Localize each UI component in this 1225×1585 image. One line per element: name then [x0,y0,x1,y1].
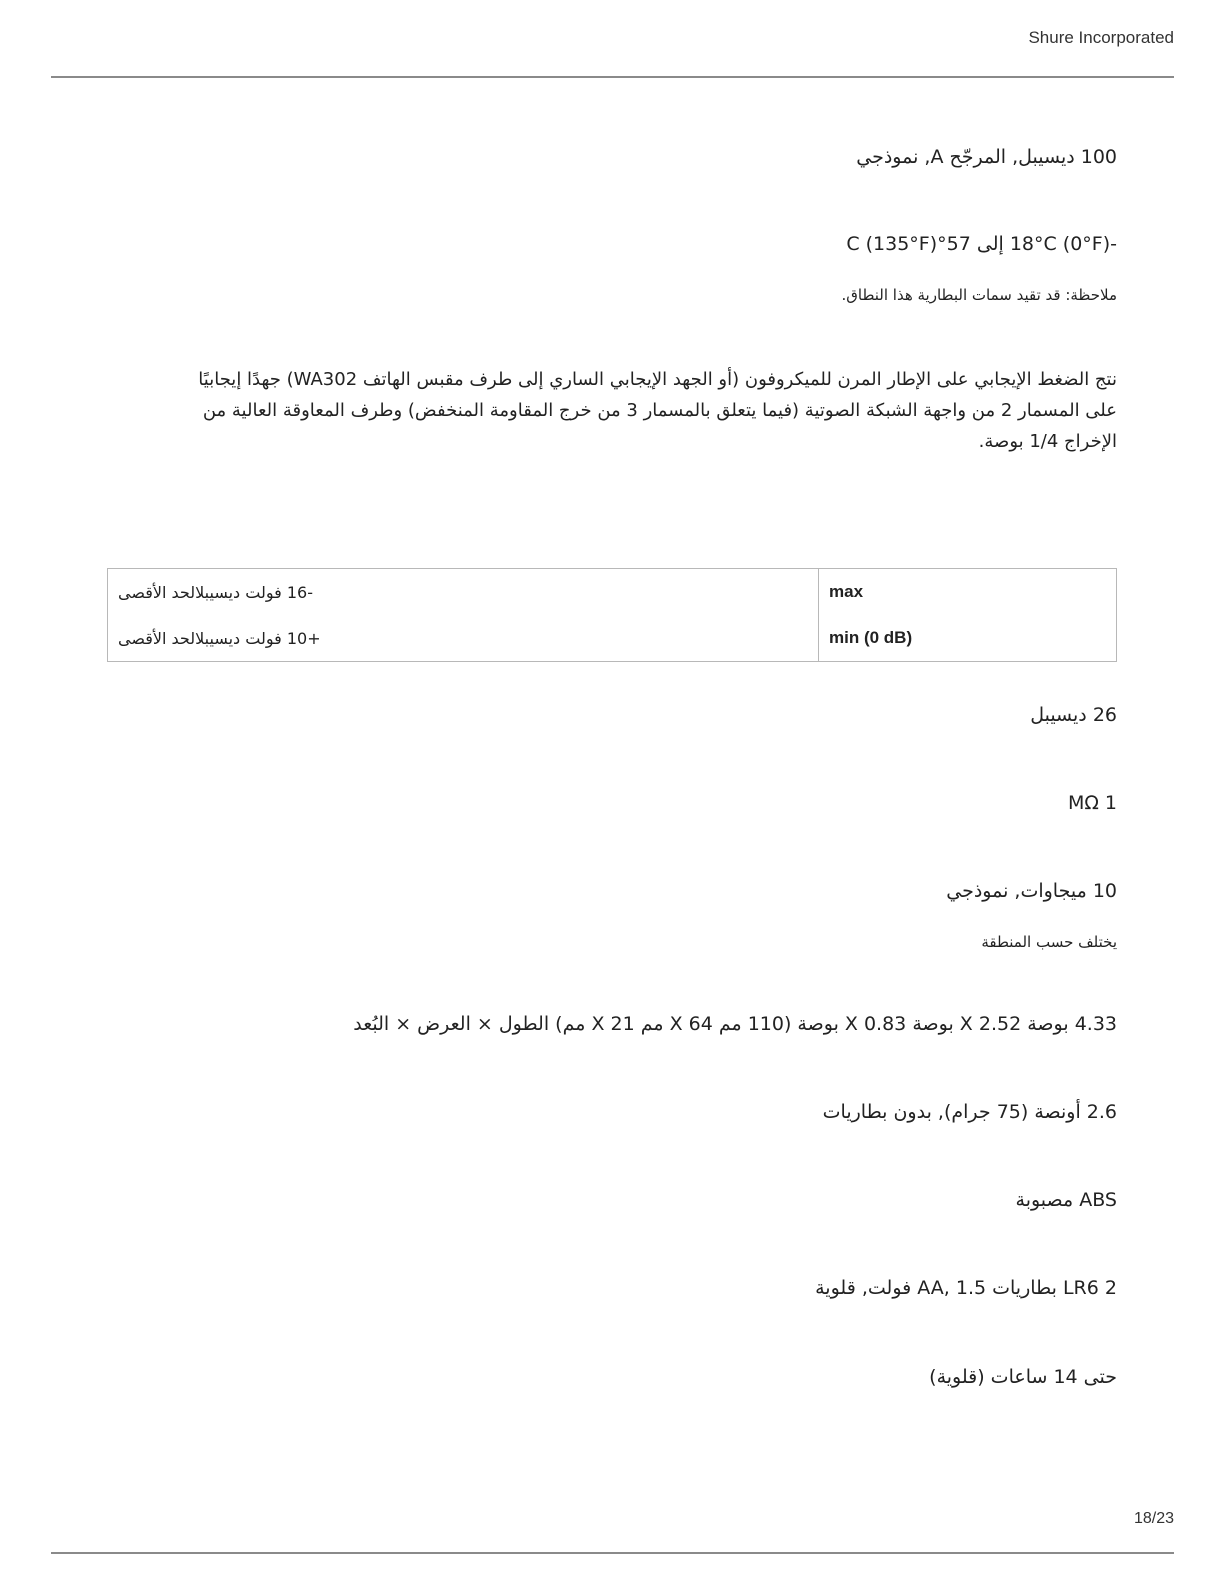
housing-spec: ABS مصبوبة [1015,1189,1117,1211]
gain-table [107,568,1117,662]
temperature-note: ملاحظة: قد تقيد سمات البطارية هذا النطاق. [841,286,1117,304]
gain-min-label: min (0 dB) [829,628,913,647]
header-brand: Shure Incorporated [1028,28,1174,47]
page-number: 18/23 [1133,1510,1174,1527]
noise-level-spec: 100 ديسيبل, المرجّح A, نموذجي [856,146,1117,168]
table-row [108,615,1117,662]
gain-min-value: +10 فولت ديسيبلالحد الأقصى [108,615,819,662]
rf-power-spec: 10 ميجاوات, نموذجي [946,880,1117,902]
gain-max-value: -16 فولت ديسيبلالحد الأقصى [108,569,819,616]
footer-divider [51,1552,1174,1554]
battery-life-spec: حتى 14 ساعات (قلوية) [929,1366,1117,1388]
dimensions-spec: 4.33 بوصة X 2.52 بوصة X 0.83 بوصة (110 مم X 64 مم X 21 مم) الطول × العرض × البُعد [353,1013,1117,1035]
gain-max-label: max [829,582,864,601]
weight-spec: 2.6 أونصة (75 جرام), بدون بطاريات [822,1101,1117,1123]
rf-power-note: يختلف حسب المنطقة [981,933,1117,951]
gain-adjustment-spec: 26 ديسيبل [1030,704,1117,726]
temperature-spec: -18°C (0°F) إلى 57°C (135°F) [846,233,1117,255]
header-divider [51,76,1174,78]
input-impedance-spec: 1 MΩ [1067,792,1117,814]
battery-spec: 2 LR6 بطاريات AA, 1.5 فولت, قلوية [815,1277,1117,1299]
table-row [108,569,1117,616]
polarity-spec: نتج الضغط الإيجابي على الإطار المرن للميكروفون (أو الجهد الإيجابي الساري إلى طرف مقبس الهاتف WA302) جهدًا إيجابيًا على المسمار 2 من واجهة الشبكة الصوتية (فيما يتعلق بالمسمار 3 من خرج المقاومة المنخفض) وطرف المعاوقة العالية من الإخراج 1/4 بوصة. [198,369,1117,452]
